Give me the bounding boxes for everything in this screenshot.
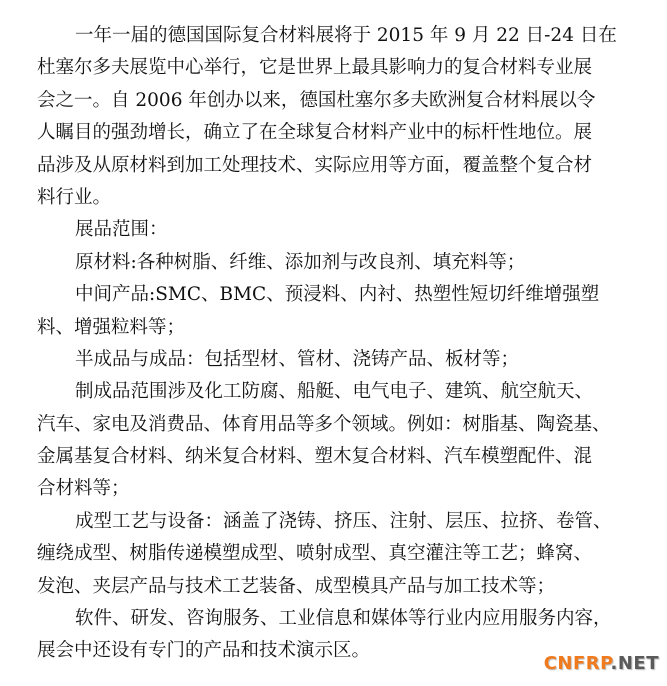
cnfrp-watermark-logo bbox=[544, 653, 659, 674]
text-line: 软件、研发、咨询服务、工业信息和媒体等行业内应用服务内容， bbox=[75, 608, 612, 630]
text-line: 杜塞尔多夫展览中心举行，它是世界上最具影响力的复合材料专业展 bbox=[37, 57, 593, 79]
text-line: 中间产品:SMC、BMC、预浸料、内衬、热塑性短切纤维增强塑 bbox=[75, 284, 600, 306]
text-line: 料、增强粒料等； bbox=[37, 316, 186, 338]
watermark-brand: CNFRP bbox=[543, 653, 611, 674]
watermark-domain: .NET bbox=[610, 653, 659, 674]
text-line: 成型工艺与设备：涵盖了浇铸、挤压、注射、层压、拉挤、卷管、 bbox=[75, 510, 612, 532]
text-line: 展会中还设有专门的产品和技术演示区。 bbox=[37, 640, 371, 662]
text-line: 原材料:各种树脂、纤维、添加剂与改良剂、填充料等； bbox=[75, 251, 526, 273]
text-line: 合材料等； bbox=[37, 478, 130, 500]
text-line: 制成品范围涉及化工防腐、船艇、电气电子、建筑、航空航天、 bbox=[75, 381, 594, 403]
text-line: 缠绕成型、树脂传递模塑成型、喷射成型、真空灌注等工艺；蜂窝、 bbox=[37, 543, 593, 565]
text-line: 汽车、家电及消费品、体育用品等多个领域。例如：树脂基、陶瓷基、 bbox=[37, 413, 611, 435]
text-line: 人瞩目的强劲增长，确立了在全球复合材料产业中的标杆性地位。展 bbox=[37, 122, 593, 144]
text-line: 会之一。自 2006 年创办以来，德国杜塞尔多夫欧洲复合材料展以令 bbox=[37, 89, 596, 111]
text-line: 品涉及从原材料到加工处理技术、实际应用等方面，覆盖整个复合材 bbox=[37, 154, 593, 176]
text-line: 发泡、夹层产品与技术工艺装备、成型模具产品与加工技术等； bbox=[37, 575, 556, 597]
document-body bbox=[37, 20, 617, 668]
text-line: 一年一届的德国国际复合材料展将于 2015 年 9 月 22 日-24 日在 bbox=[75, 25, 617, 46]
section-heading: 展品范围： bbox=[75, 219, 168, 241]
text-line: 半成品与成品：包括型材、管材、浇铸产品、板材等； bbox=[75, 348, 520, 370]
text-line: 金属基复合材料、纳米复合材料、塑木复合材料、汽车模塑配件、混 bbox=[37, 446, 593, 468]
text-line: 料行业。 bbox=[37, 186, 112, 208]
